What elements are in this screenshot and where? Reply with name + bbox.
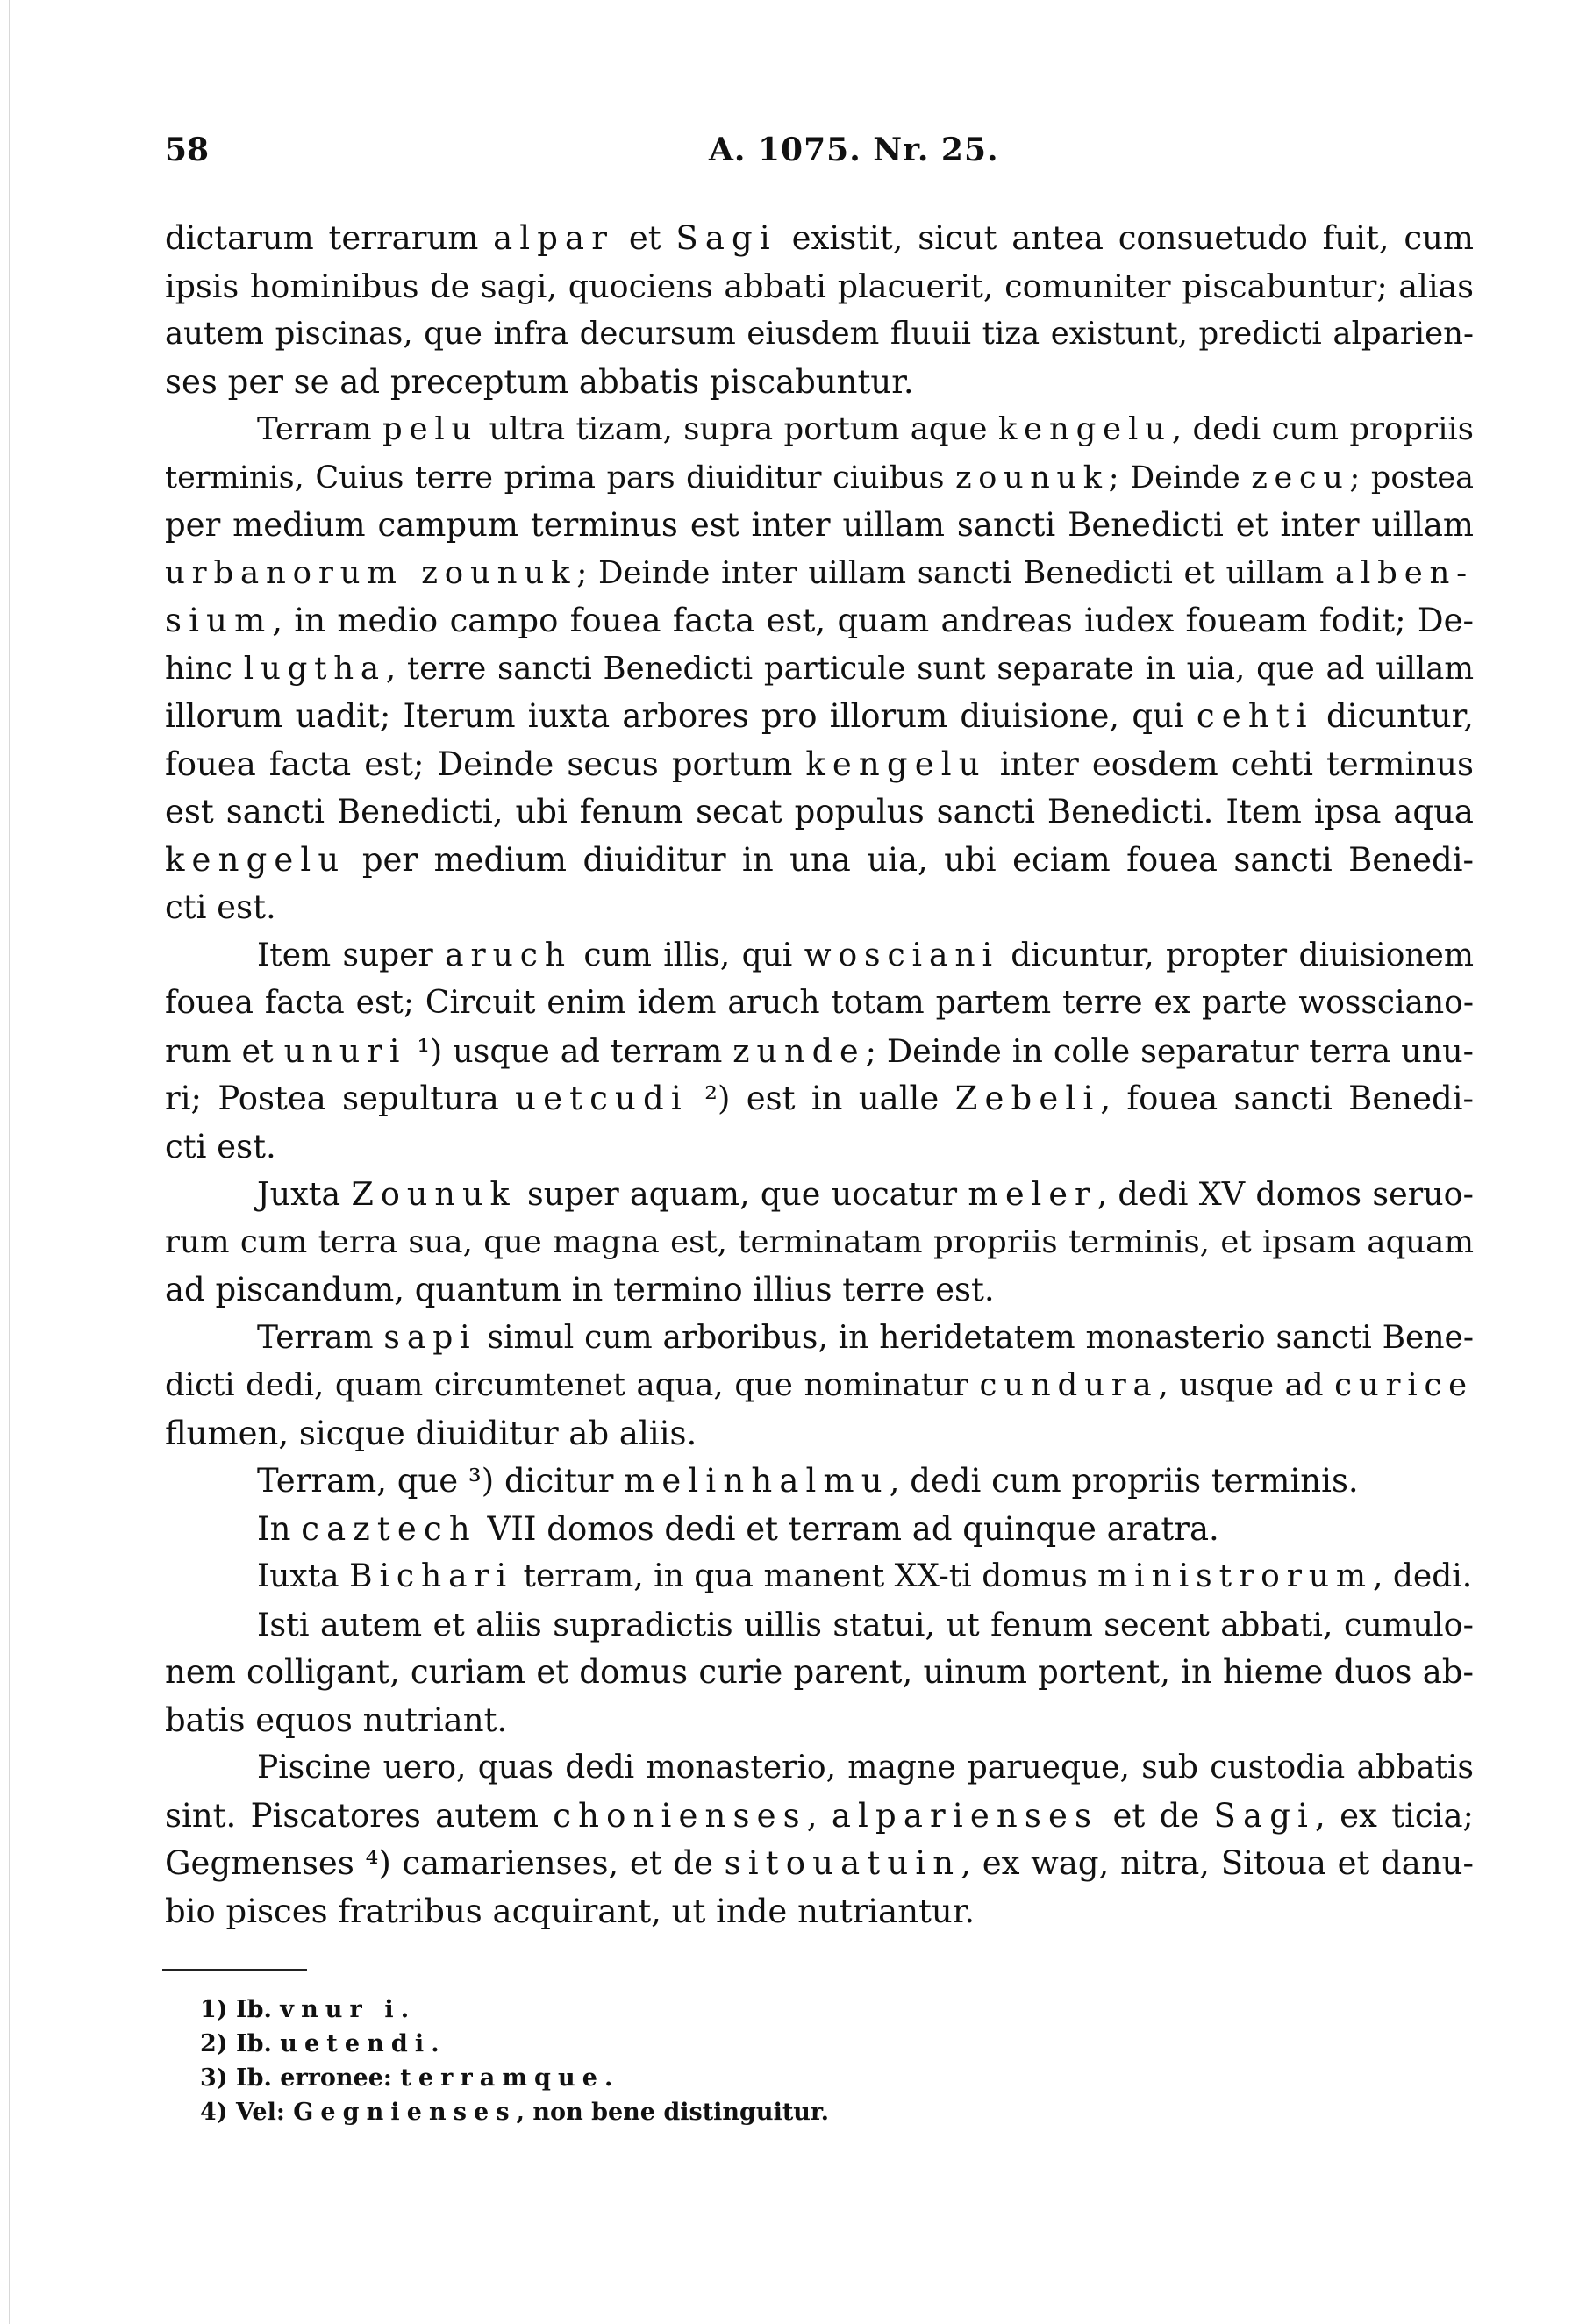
- spaced-name: kengelu: [165, 840, 347, 879]
- text-segment: 4) Vel:: [200, 2099, 294, 2126]
- text-segment: fouea facta est; Circuit enim idem aruch totam partem terre ex parte wossciano-: [165, 985, 1474, 1021]
- text-segment: , dedi XV domos seruo-: [1097, 1175, 1474, 1213]
- text-segment: , non bene distinguitur.: [516, 2099, 830, 2126]
- text-segment: ; Deinde: [1108, 460, 1252, 495]
- text-segment: batis equos nutriant.: [165, 1700, 508, 1739]
- spaced-name: cehti: [1196, 697, 1314, 735]
- spaced-name: Zounuk: [351, 1175, 517, 1213]
- spaced-name: Zebeli: [954, 1080, 1101, 1117]
- text-line: [165, 1075, 1474, 1123]
- text-segment: Isti autem et aliis supradictis uillis statui, ut fenum secent abbati, cumulo-: [257, 1605, 1474, 1643]
- text-segment: , dedi cum propriis terminis.: [889, 1462, 1359, 1500]
- text-line: [165, 406, 1474, 454]
- spaced-name: vnur i: [280, 1996, 401, 2023]
- text-segment: dictarum terrarum: [165, 219, 494, 257]
- text-segment: hinc: [165, 650, 244, 687]
- text-segment: terminis, Cuius terre prima pars diuiditur ciuibus: [165, 460, 956, 495]
- spaced-name: uetendi: [280, 2030, 432, 2057]
- text-line: [165, 1219, 1474, 1267]
- text-line: [165, 1123, 1474, 1172]
- text-segment: , fouea sancti Benedi-: [1100, 1080, 1474, 1117]
- text-line: [165, 550, 1474, 598]
- text-segment: illorum uadit; Iterum iuxta arbores pro illorum diuisione, qui: [165, 697, 1197, 735]
- text-line: [165, 1793, 1474, 1841]
- spaced-name: zunde: [732, 1031, 866, 1070]
- page-header: [165, 132, 1481, 177]
- text-segment: et: [614, 219, 676, 257]
- text-line: [165, 693, 1474, 741]
- text-line: [165, 1362, 1474, 1410]
- text-segment: ad piscandum, quantum in termino illius terre est.: [165, 1271, 995, 1308]
- spaced-name: meler: [968, 1175, 1097, 1213]
- spaced-name: lugtha: [243, 650, 386, 687]
- text-segment: sint. Piscatores autem: [165, 1796, 554, 1835]
- spaced-name: aruch: [445, 937, 572, 973]
- spaced-name: sitouatuin: [724, 1844, 961, 1882]
- text-segment: , dedi cum propriis: [1171, 411, 1475, 447]
- text-line: [165, 884, 1474, 932]
- spaced-name: Sagi: [675, 219, 777, 257]
- text-segment: , ex ticia;: [1315, 1796, 1474, 1835]
- text-segment: terram, in qua manent XX-ti domus: [513, 1558, 1098, 1594]
- spaced-name: cundura: [979, 1367, 1159, 1403]
- text-segment: 3) Ib. erronee:: [200, 2064, 401, 2092]
- text-line: [165, 1171, 1474, 1219]
- footnote-rule: [162, 1969, 307, 1971]
- spaced-name: Bichari: [349, 1558, 514, 1594]
- footnote: [200, 1993, 1165, 2027]
- text-line: [165, 502, 1474, 550]
- text-segment: ²) est in ualle: [688, 1080, 955, 1117]
- spaced-name: terramque: [400, 2064, 605, 2092]
- text-line: [165, 645, 1474, 694]
- text-line: [165, 741, 1474, 789]
- text-segment: inter eosdem cehti terminus: [986, 745, 1475, 783]
- text-segment: cti est.: [165, 888, 276, 926]
- text-segment: dicti dedi, quam circumtenet aqua, que nominatur: [165, 1367, 980, 1403]
- spaced-name: wosciani: [804, 937, 999, 973]
- spaced-name: unuri: [283, 1031, 407, 1070]
- text-segment: est sancti Benedicti, ubi fenum secat populus sancti Benedicti. Item ipsa aqua: [165, 793, 1474, 831]
- spaced-name: zounuk: [955, 460, 1109, 495]
- text-segment: 2) Ib.: [200, 2030, 281, 2057]
- text-line: [165, 1028, 1474, 1076]
- text-segment: flumen, sicque diuiditur ab aliis.: [165, 1414, 697, 1452]
- text-segment: per medium campum terminus est inter uillam sancti Benedicti et inter uillam: [165, 506, 1474, 544]
- spaced-name: zecu: [1251, 460, 1350, 495]
- spaced-name: sium: [165, 602, 273, 639]
- spaced-name: kengelu: [997, 411, 1172, 447]
- text-segment: et de: [1098, 1796, 1214, 1835]
- text-line: [165, 1697, 1474, 1745]
- footnotes: [200, 1993, 1165, 2129]
- spaced-name: sapi: [383, 1319, 477, 1356]
- spaced-name: Gegnienses: [293, 2099, 517, 2126]
- text-segment: dicuntur,: [1313, 697, 1474, 735]
- text-segment: rum cum terra sua, que magna est, terminatam propriis terminis, et ipsam aquam: [165, 1223, 1474, 1260]
- text-segment: .: [400, 1996, 410, 2023]
- text-segment: rum et: [165, 1031, 284, 1070]
- text-segment: .: [431, 2030, 439, 2057]
- spaced-name: uetcudi: [515, 1080, 689, 1117]
- text-line: [165, 1888, 1474, 1936]
- spaced-name: alben-: [1335, 554, 1474, 591]
- text-segment: VII domos dedi et terram ad quinque aratra.: [476, 1509, 1219, 1548]
- text-line: [165, 1649, 1474, 1697]
- text-segment: cti est.: [165, 1127, 276, 1166]
- text-line: [165, 1315, 1474, 1363]
- text-line: [165, 1553, 1474, 1601]
- spaced-name: alpar: [493, 219, 615, 257]
- text-segment: , usque ad: [1158, 1367, 1335, 1403]
- text-line: [165, 1840, 1474, 1888]
- text-segment: ultra tizam, supra portum aque: [478, 411, 998, 447]
- text-segment: existit, sicut antea consuetudo fuit, cum: [776, 219, 1475, 257]
- text-line: [165, 359, 1474, 407]
- text-segment: Terram, que ³) dicitur: [257, 1462, 625, 1500]
- text-line: [165, 310, 1474, 359]
- text-segment: Iuxta: [257, 1558, 350, 1594]
- text-segment: Terram: [257, 411, 383, 447]
- spaced-name: ministrorum: [1097, 1558, 1373, 1594]
- text-segment: ; postea: [1349, 460, 1475, 495]
- spaced-name: Sagi: [1213, 1796, 1316, 1835]
- spaced-name: melinhalmu: [624, 1462, 890, 1500]
- footnote: [200, 2095, 1165, 2129]
- text-line: [165, 788, 1474, 837]
- text-line: [165, 597, 1474, 645]
- text-segment: super aquam, que uocatur: [516, 1175, 968, 1213]
- text-segment: Piscine uero, quas dedi monasterio, magne parueque, sub custodia abbatis: [257, 1750, 1474, 1786]
- text-segment: , ex wag, nitra, Sitoua et danu-: [961, 1844, 1474, 1882]
- text-line: [165, 980, 1474, 1028]
- text-line: [165, 1410, 1474, 1458]
- body-text: [165, 215, 1474, 1935]
- spaced-name: pelu: [382, 411, 479, 447]
- text-segment: , in medio campo fouea facta est, quam andreas iudex foueam fodit; De-: [272, 602, 1474, 639]
- text-line: [165, 837, 1474, 885]
- text-segment: ; Deinde inter uillam sancti Benedicti et uillam: [576, 554, 1336, 591]
- spaced-name: kengelu: [805, 745, 987, 783]
- text-segment: nem colligant, curiam et domus curie parent, uinum portent, in hieme duos ab-: [165, 1653, 1474, 1691]
- footnote: [200, 2061, 1165, 2095]
- text-segment: ; Deinde in colle separatur terra unu-: [865, 1031, 1474, 1070]
- spaced-name: alparienses: [831, 1796, 1099, 1835]
- spaced-name: chonienses: [553, 1796, 807, 1835]
- running-head: A. 1075. Nr. 25.: [709, 132, 999, 168]
- text-segment: Gegmenses ⁴) camarienses, et de: [165, 1844, 725, 1882]
- text-segment: autem piscinas, que infra decursum eiusdem fluuii tiza existunt, predicti alparien-: [165, 316, 1474, 352]
- page-number: 58: [165, 132, 210, 168]
- text-line: [165, 454, 1474, 503]
- text-segment: , dedi.: [1372, 1558, 1473, 1594]
- text-segment: 1) Ib.: [200, 1996, 281, 2023]
- text-segment: ¹) usque ad terram: [406, 1031, 733, 1070]
- text-segment: , terre sancti Benedicti particule sunt separate in uia, que ad uillam: [385, 650, 1475, 687]
- footnote: [200, 2027, 1165, 2061]
- text-segment: dicuntur, propter diuisionem: [998, 937, 1475, 973]
- text-line: [165, 1458, 1474, 1506]
- text-segment: simul cum arboribus, in heridetatem monasterio sancti Bene-: [476, 1319, 1475, 1356]
- text-line: [165, 1744, 1474, 1793]
- scan-edge-line: [9, 0, 10, 2324]
- text-segment: ri; Postea sepultura: [165, 1080, 516, 1117]
- text-segment: ses per se ad preceptum abbatis piscabuntur.: [165, 362, 914, 401]
- text-segment: .: [604, 2064, 613, 2092]
- text-line: [165, 932, 1474, 980]
- text-line: [165, 1506, 1474, 1554]
- text-segment: per medium diuiditur in una uia, ubi eciam fouea sancti Benedi-: [346, 840, 1474, 879]
- text-segment: bio pisces fratribus acquirant, ut inde nutriantur.: [165, 1892, 975, 1930]
- text-segment: ,: [806, 1796, 832, 1835]
- text-segment: In: [257, 1509, 302, 1548]
- text-segment: ipsis hominibus de sagi, quociens abbati placuerit, comuniter piscabuntur; alias: [165, 267, 1474, 305]
- text-line: [165, 215, 1474, 263]
- text-line: [165, 263, 1474, 311]
- text-segment: cum illis, qui: [571, 937, 804, 973]
- spaced-name: curice: [1334, 1367, 1474, 1403]
- spaced-name: urbanorum zounuk: [165, 554, 577, 591]
- spaced-name: caztech: [301, 1509, 477, 1548]
- text-segment: Juxta: [257, 1175, 352, 1213]
- text-line: [165, 1601, 1474, 1650]
- text-segment: Item super: [257, 937, 446, 973]
- text-segment: fouea facta est; Deinde secus portum: [165, 745, 806, 783]
- text-line: [165, 1266, 1474, 1315]
- text-segment: Terram: [257, 1319, 384, 1356]
